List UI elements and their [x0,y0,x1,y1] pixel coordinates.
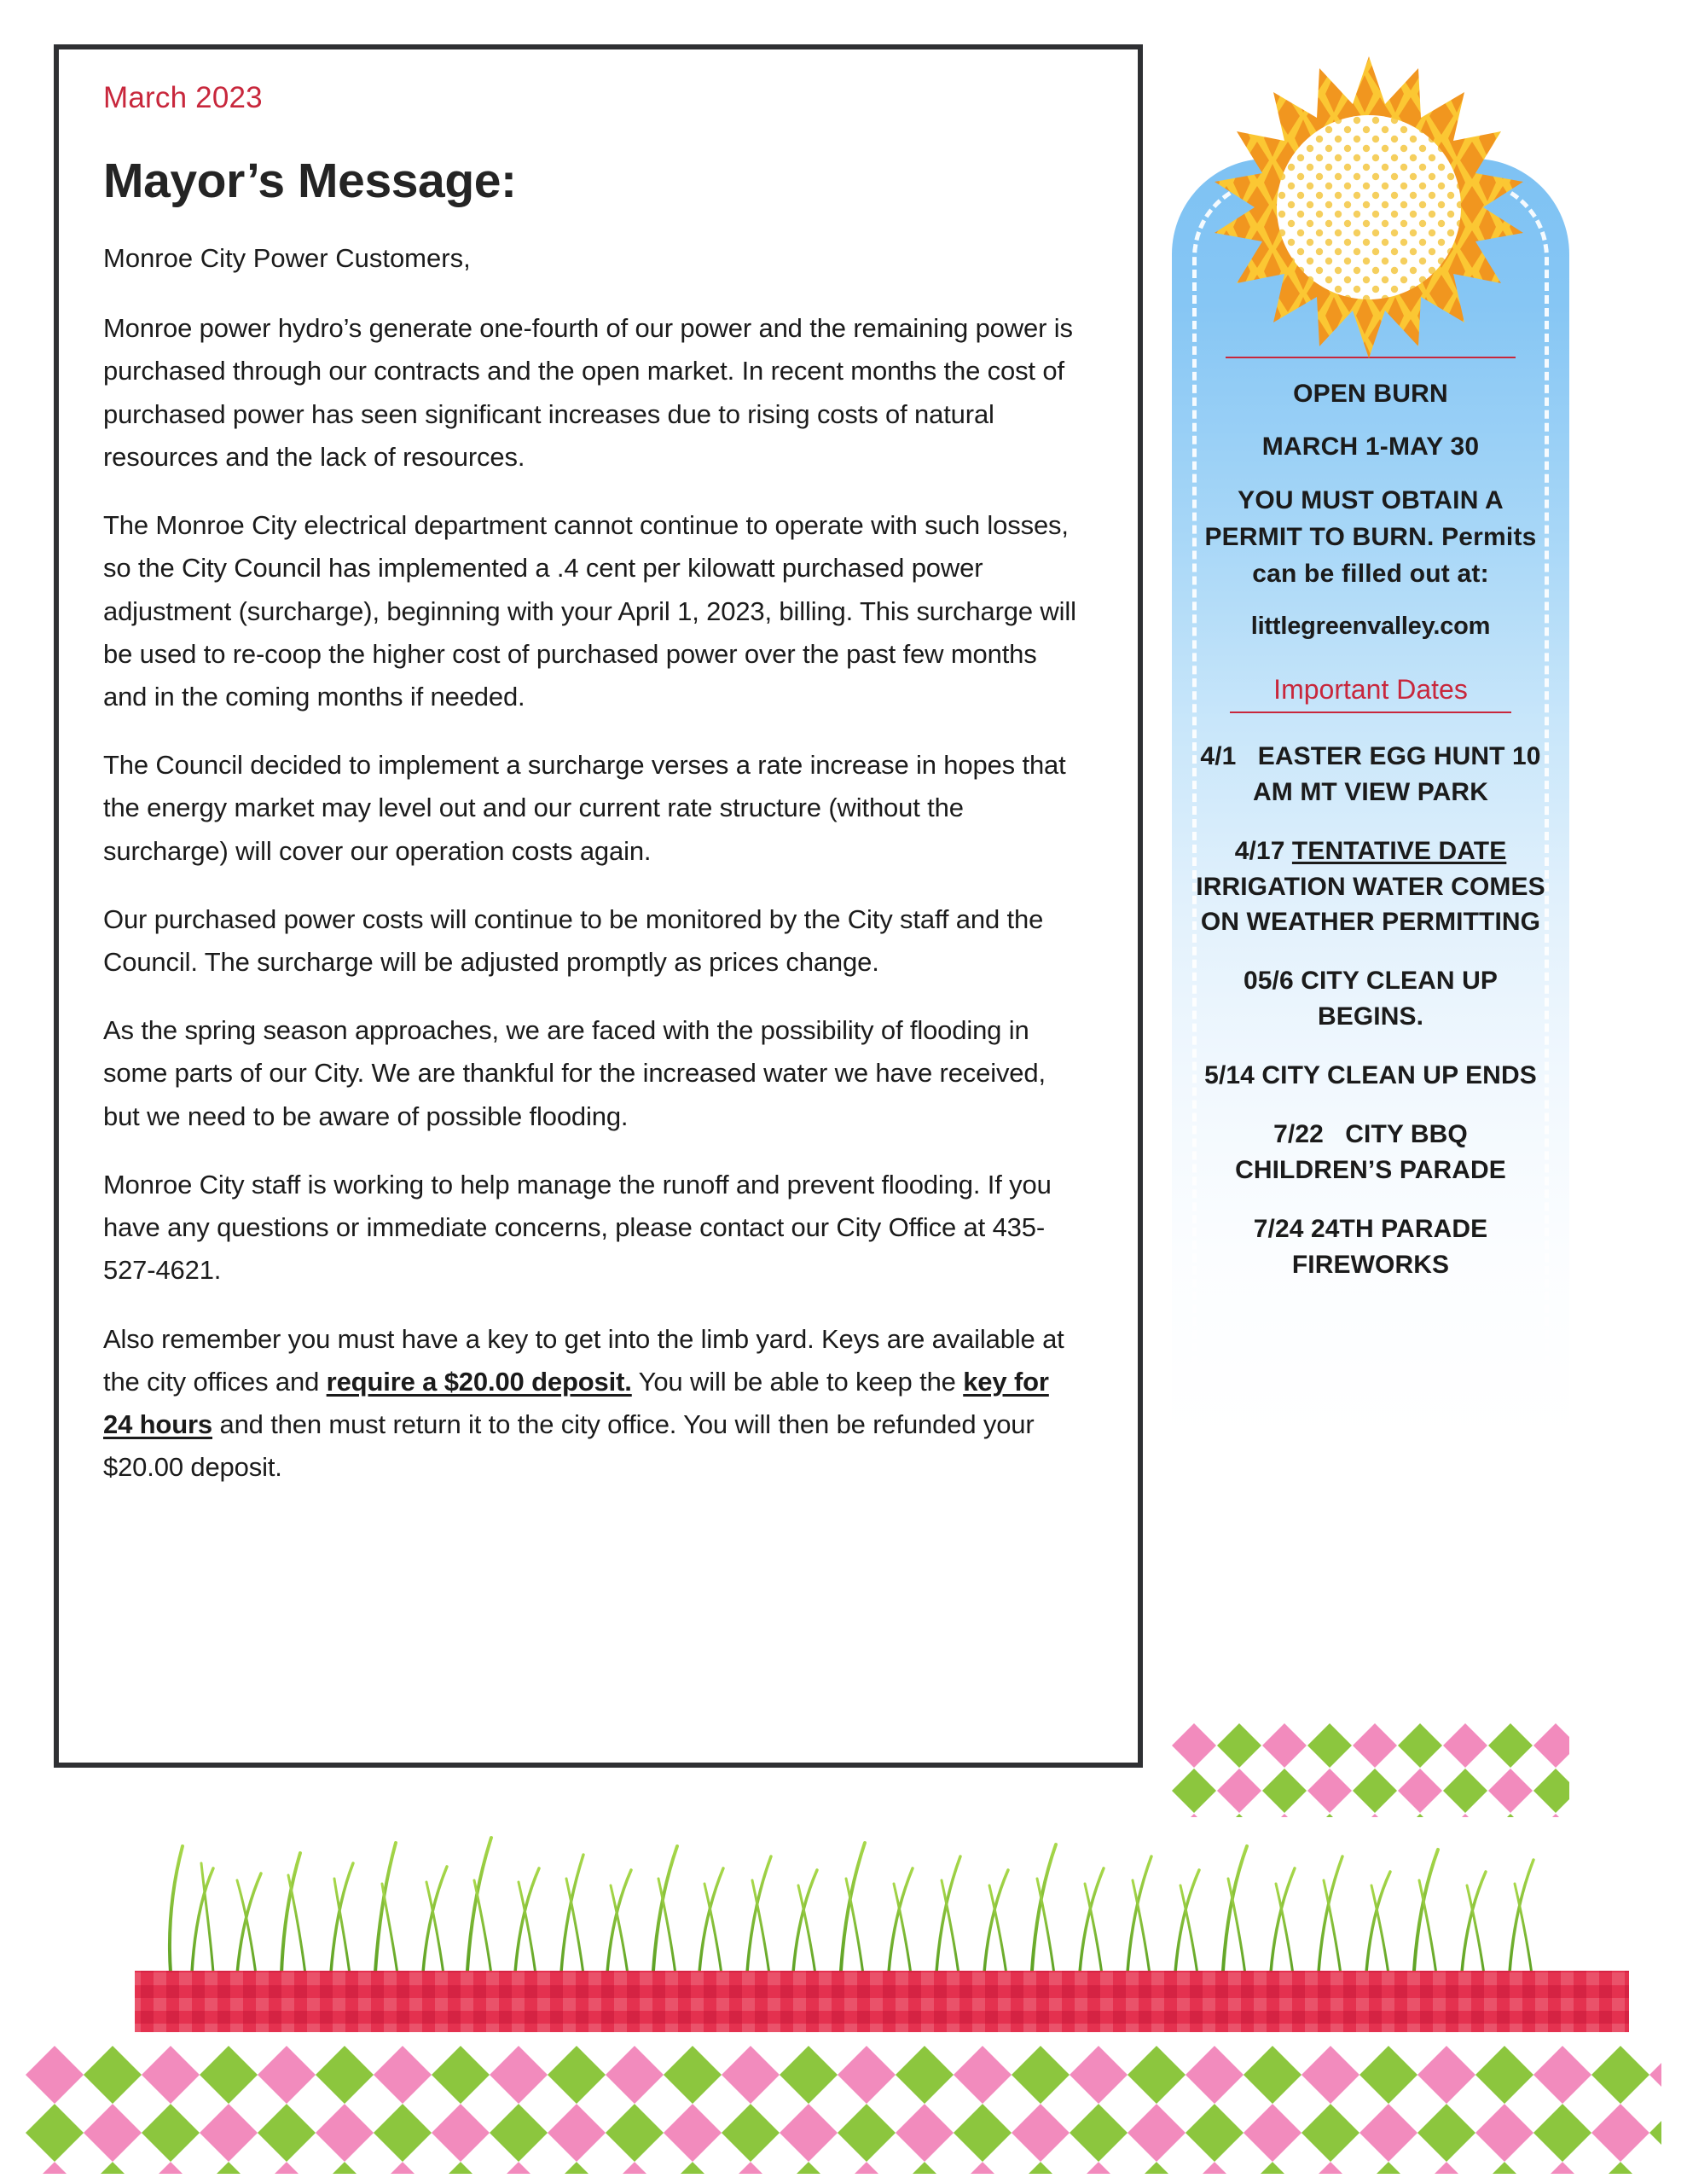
divider-rule-dates [1230,712,1511,713]
argyle-pattern-icon-bottom [26,2046,1661,2174]
page-title: Mayor’s Message: [103,153,517,208]
mayors-message-article [54,44,1143,1768]
body-paragraph: The Monroe City electrical department cannot continue to operate with such losses, so the City Council has implemented a .4 cent per kilowatt purchased power adjustment (surcharge), beginning with your April 1, 2023, billing. This surcharge will be used to re-coop the higher cost of purchased power over the past few months and in the coming months if needed. [103,510,1076,712]
date-description: IRRIGATION WATER COMES ON WEATHER PERMITTING [1196,872,1545,936]
open-burn-dates: MARCH 1-MAY 30 [1261,433,1480,462]
date-description: CITY CLEAN UP BEGINS. [1301,967,1498,1031]
date-description: CITY CLEAN UP ENDS [1261,1061,1537,1090]
open-burn-title: OPEN BURN [1293,380,1448,408]
body-paragraph: As the spring season approaches, we are faced with the possibility of flooding in some parts of our City. We are thankful for the increased water we have received, but we need to be aware of possible flooding. [103,1015,1046,1131]
tentative-date-emphasis: TENTATIVE DATE [1291,837,1507,866]
date-label: 7/24 [1253,1215,1304,1244]
date-description: 24TH PARADE FIREWORKS [1291,1215,1488,1279]
date-entry-24th-parade [1196,1211,1545,1282]
limb-yard-text-part-2: You will be able to keep the [631,1366,964,1397]
body-paragraph: Monroe City staff is working to help manage the runoff and prevent flooding. If you have any questions or immediate concerns, please contact our City Office at 435-527-4621. [103,1169,1052,1286]
ribbon-icon-upper [135,1971,1629,2032]
date-label: 5/14 [1204,1061,1255,1090]
date-description: CITY BBQ CHILDREN’S PARADE [1235,1120,1506,1184]
deposit-requirement-emphasis: require a $20.00 deposit. [326,1366,632,1397]
limb-yard-text-part-1: Also remember you must have a key to get into the limb yard. Keys are available at the city offices and [103,1323,1064,1397]
important-dates-heading: Important Dates [1273,674,1468,706]
grass-and-ribbon-decoration [0,1768,1687,2032]
date-entry-city-clean-up-ends [1196,1058,1545,1093]
key-duration-emphasis: key for 24 hours [103,1366,1049,1439]
date-entry-city-bbq [1196,1117,1545,1188]
date-label: 4/1 [1200,742,1237,771]
body-paragraph-limb-yard [103,1318,1085,1490]
date-entry-easter-egg-hunt [1196,739,1545,810]
sun-icon [1211,49,1527,365]
date-entry-city-clean-up-begins [1196,963,1545,1034]
date-entry-irrigation-water [1196,834,1545,939]
body-paragraph: Monroe power hydro’s generate one-fourth of our power and the remaining power is purchased through our contracts and the open market. In recent months the cost of purchased power has seen significant increases due to rising costs of natural resources and the lack of resources. [103,313,1073,472]
announcements-sidebar [1172,159,1569,1711]
salutation: Monroe City Power Customers, [103,243,471,274]
issue-date: March 2023 [103,81,263,114]
article-content [59,49,1138,1489]
date-label: 7/22 [1273,1120,1324,1149]
date-description: EASTER EGG HUNT 10 AM MT VIEW PARK [1253,742,1541,806]
limb-yard-text-part-3: and then must return it to the city office. You will then be refunded your $20.00 deposit. [103,1409,1035,1483]
date-label: 05/6 [1243,967,1294,996]
sun-center [1277,115,1461,299]
date-label: 4/17 [1234,837,1285,866]
body-paragraph: Our purchased power costs will continue to be monitored by the City staff and the Council. The surcharge will be adjusted promptly as prices change. [103,903,1044,978]
open-burn-permit-url[interactable]: littlegreenvalley.com [1250,613,1491,641]
body-paragraph: The Council decided to implement a surcharge verses a rate increase in hopes that the energy market may level out and our current rate structure (without the surcharge) will cover our operation costs again. [103,750,1066,866]
grass-icon [170,1838,1533,1974]
open-burn-notice: YOU MUST OBTAIN A PERMIT TO BURN. Permits can be filled out at: [1204,486,1537,588]
